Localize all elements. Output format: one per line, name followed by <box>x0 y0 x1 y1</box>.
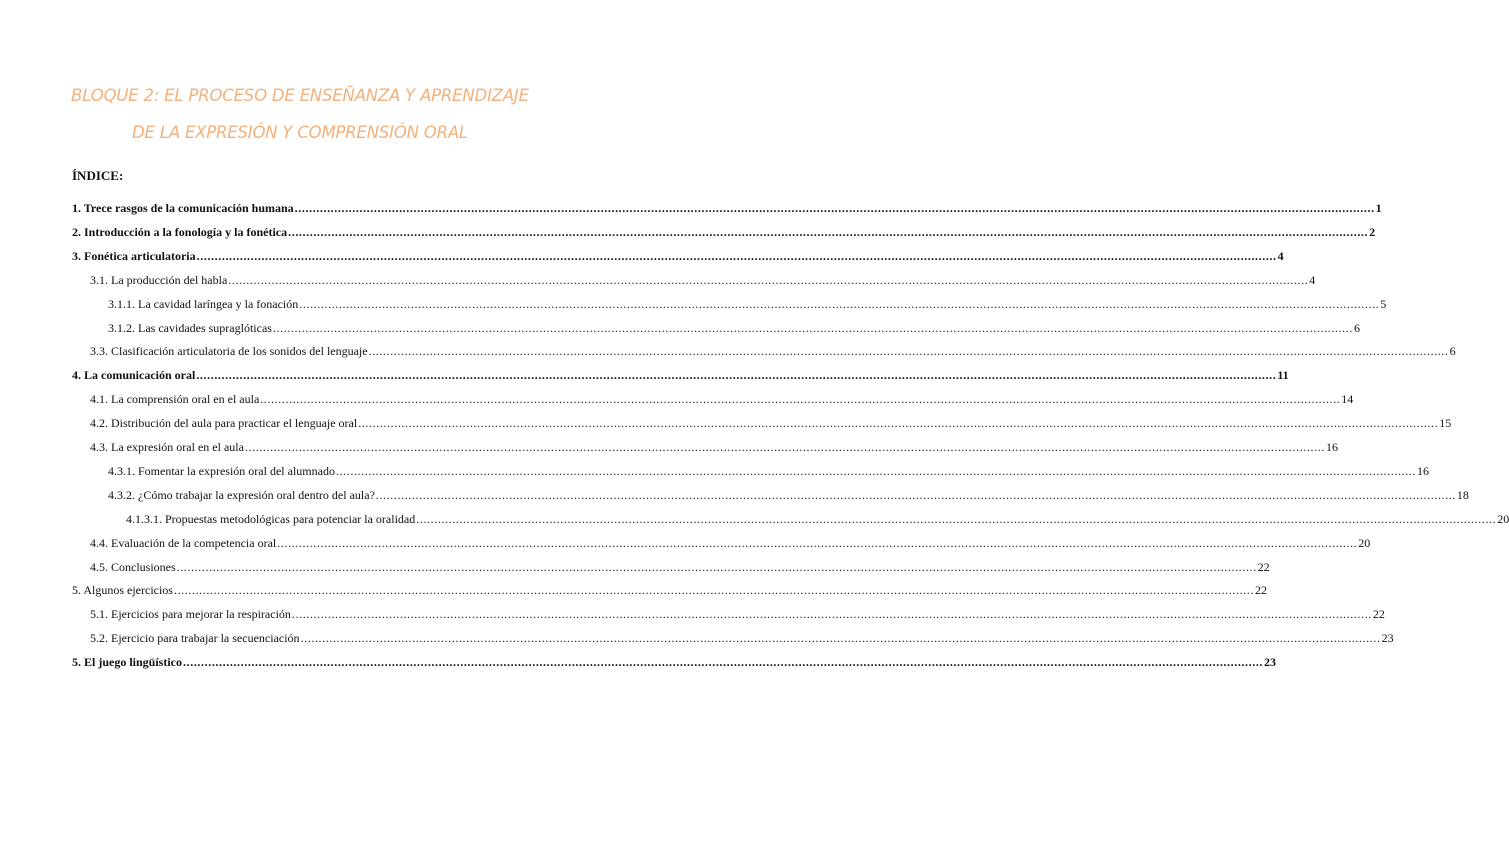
toc-entry-label: 4.1. La comprensión oral en el aula <box>90 392 260 407</box>
toc-entry-label: 3.1.1. La cavidad laríngea y la fonación <box>108 296 299 311</box>
toc-dot-leader: ............................................................................................................................................................................................................................................................................................................ <box>299 296 1380 311</box>
toc-entry-label: 5.2. Ejercicio para trabajar la secuenciación <box>90 631 300 646</box>
toc-entry-page-number: 23 <box>1381 631 1394 646</box>
toc-entry-page-number: 20 <box>1497 511 1509 526</box>
toc-dot-leader: ............................................................................................................................................................................................................................................................................................................ <box>196 248 1277 263</box>
toc-dot-leader: ............................................................................................................................................................................................................................................................................................................ <box>375 487 1456 502</box>
toc-entry-page-number: 6 <box>1353 320 1360 335</box>
toc-entry-label: 4.1.3.1. Propuestas metodológicas para potenciar la oralidad <box>126 511 416 526</box>
toc-dot-leader: ............................................................................................................................................................................................................................................................................................................ <box>176 559 1257 574</box>
toc-entry[interactable] <box>72 366 1289 384</box>
toc-entry-label: 5.1. Ejercicios para mejorar la respiración <box>90 607 291 622</box>
toc-entry[interactable] <box>108 462 1429 480</box>
toc-entry[interactable] <box>72 247 1284 265</box>
index-heading: ÍNDICE: <box>72 168 124 183</box>
toc-entry-label: 3.1.2. Las cavidades supraglóticas <box>108 320 272 335</box>
toc-dot-leader: ............................................................................................................................................................................................................................................................................................................ <box>300 631 1381 646</box>
toc-entry-page-number: 5 <box>1380 296 1387 311</box>
toc-entry-page-number: 4 <box>1309 272 1316 287</box>
toc-entry-label: 3.1. La producción del habla <box>90 272 228 287</box>
toc-dot-leader: ............................................................................................................................................................................................................................................................................................................ <box>196 368 1277 383</box>
toc-entry-label: 4.3. La expresión oral en el aula <box>90 440 244 454</box>
toc-entry-page-number: 1 <box>1375 201 1382 215</box>
toc-dot-leader: ............................................................................................................................................................................................................................................................................................................ <box>288 224 1369 239</box>
toc-dot-leader: ............................................................................................................................................................................................................................................................................................................ <box>368 344 1449 359</box>
toc-dot-leader: ............................................................................................................................................................................................................................................................................................................ <box>335 463 1416 478</box>
toc-entry-page-number: 22 <box>1257 559 1270 574</box>
toc-entry-page-number: 22 <box>1254 583 1267 598</box>
toc-entry[interactable] <box>90 629 1394 647</box>
toc-entry-label: 4.5. Conclusiones <box>90 559 176 574</box>
toc-dot-leader: ............................................................................................................................................................................................................................................................................................................ <box>358 416 1439 431</box>
toc-entry-page-number: 6 <box>1449 344 1456 359</box>
toc-entry-label: 3. Fonética articulatoria <box>72 248 196 263</box>
toc-dot-leader: ............................................................................................................................................................................................................................................................................................................ <box>173 583 1254 598</box>
toc-dot-leader: ............................................................................................................................................................................................................................................................................................................ <box>183 655 1264 670</box>
toc-entry-label: 5. Algunos ejercicios <box>72 583 173 598</box>
toc-dot-leader: ............................................................................................................................................................................................................................................................................................................ <box>416 511 1497 526</box>
toc-dot-leader: ............................................................................................................................................................................................................................................................................................................ <box>291 607 1372 622</box>
toc-entry[interactable] <box>108 486 1469 504</box>
toc-dot-leader: ............................................................................................................................................................................................................................................................................................................ <box>272 320 1353 335</box>
toc-entry-page-number: 14 <box>1341 392 1354 407</box>
toc-entry[interactable] <box>90 414 1452 432</box>
toc-entry[interactable] <box>72 581 1267 599</box>
toc-entry-page-number: 11 <box>1277 368 1289 383</box>
toc-entry[interactable] <box>90 271 1316 289</box>
toc-entry-label: 4. La comunicación oral <box>72 368 196 383</box>
toc-entry-label: 4.3.2. ¿Cómo trabajar la expresión oral dentro del aula? <box>108 487 375 502</box>
toc-dot-leader: ............................................................................................................................................................................................................................................................................................................ <box>228 272 1309 287</box>
toc-dot-leader: ............................................................................................................................................................................................................................................................................................................ <box>244 440 1325 454</box>
toc-entry[interactable] <box>90 342 1456 360</box>
toc-entry-page-number: 16 <box>1325 440 1338 454</box>
toc-entry[interactable] <box>72 653 1277 671</box>
toc-entry-page-number: 20 <box>1358 535 1371 550</box>
toc-entry[interactable] <box>90 605 1385 623</box>
toc-entry-label: 4.3.1. Fomentar la expresión oral del alumnado <box>108 463 335 478</box>
toc-entry-label: 4.2. Distribución del aula para practicar el lenguaje oral <box>90 416 358 431</box>
toc-dot-leader: ............................................................................................................................................................................................................................................................................................................ <box>277 535 1358 550</box>
toc-entry-label: 1. Trece rasgos de la comunicación humana <box>72 201 294 215</box>
toc-entry-label: 4.4. Evaluación de la competencia oral <box>90 535 277 550</box>
toc-dot-leader: ............................................................................................................................................................................................................................................................................................................ <box>294 201 1375 215</box>
toc-entry[interactable] <box>108 295 1387 313</box>
toc-entry-page-number: 16 <box>1416 463 1429 478</box>
toc-entry-page-number: 22 <box>1372 607 1385 622</box>
document-title-line-1: BLOQUE 2: EL PROCESO DE ENSEÑANZA Y APRENDIZAJE <box>71 86 529 105</box>
toc-entry-label: 5. El juego lingüístico <box>72 655 183 670</box>
toc-entry-page-number: 2 <box>1369 224 1376 239</box>
toc-entry-label: 2. Introducción a la fonología y la fonética <box>72 224 288 239</box>
toc-entry-page-number: 4 <box>1277 248 1284 263</box>
toc-entry[interactable] <box>90 438 1338 456</box>
toc-entry[interactable] <box>90 558 1270 576</box>
toc-entry[interactable] <box>72 223 1376 241</box>
toc-entry-page-number: 15 <box>1439 416 1452 431</box>
toc-dot-leader: ............................................................................................................................................................................................................................................................................................................ <box>260 392 1341 407</box>
toc-entry[interactable] <box>72 199 1382 217</box>
toc-entry-label: 3.3. Clasificación articulatoria de los sonidos del lenguaje <box>90 344 368 359</box>
toc-entry-page-number: 23 <box>1264 655 1277 670</box>
toc-entry[interactable] <box>90 534 1371 552</box>
toc-entry[interactable] <box>126 510 1509 528</box>
document-title-line-2: DE LA EXPRESIÓN Y COMPRENSIÓN ORAL <box>132 123 468 142</box>
toc-entry-page-number: 18 <box>1456 487 1469 502</box>
toc-entry[interactable] <box>108 319 1360 337</box>
toc-entry[interactable] <box>90 390 1354 408</box>
